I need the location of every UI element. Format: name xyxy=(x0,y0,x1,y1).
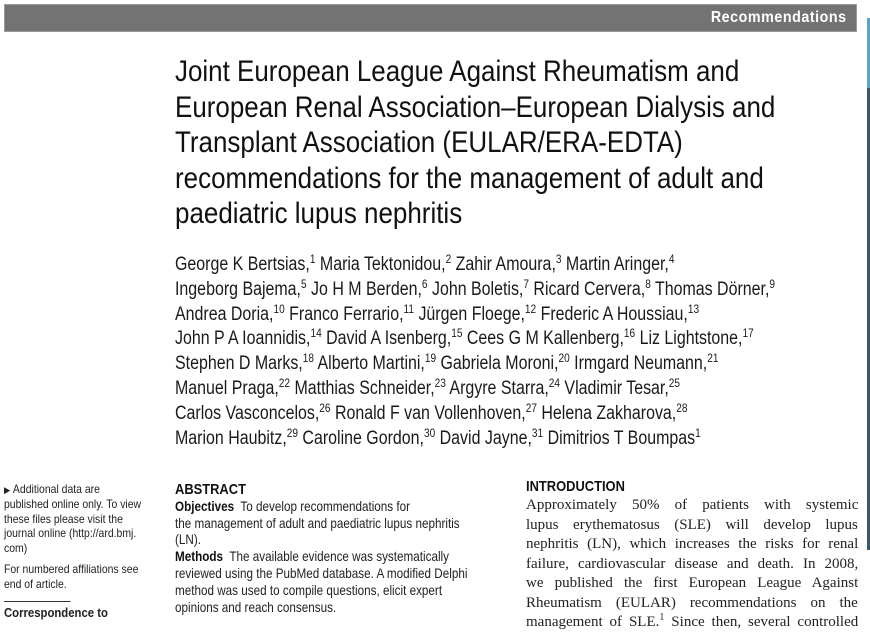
affiliation-number[interactable]: 23 xyxy=(434,375,446,390)
author-name: Zahir Amoura, xyxy=(455,254,556,275)
title-line: paediatric lupus nephritis xyxy=(175,197,463,231)
introduction-heading: INTRODUCTION xyxy=(526,478,625,495)
author-name: Maria Tektonidou, xyxy=(319,254,446,275)
section-header-bar xyxy=(4,4,857,32)
author-name: Vladimir Tesar, xyxy=(564,377,669,399)
author-name: David Jayne, xyxy=(439,427,532,449)
author-name: Ricard Cervera, xyxy=(533,278,646,300)
abstract: ABSTRACT Objectives To develop recommendations for the management of adult and paediatric lupus nephritis (LN). Methods The available evidence was systematically reviewed using the PubMed database. A modified Delphi method was used to compile questions, elicit expert opinions and reach consensus. xyxy=(175,482,485,616)
intro-line: lupus erythematosus (SLE) will develop lupus xyxy=(526,516,858,533)
affiliation-number[interactable]: 13 xyxy=(687,301,700,316)
affiliation-number[interactable]: 19 xyxy=(424,351,437,366)
affiliation-number[interactable]: 7 xyxy=(523,276,529,291)
affiliation-number[interactable]: 27 xyxy=(525,400,537,415)
author-list xyxy=(175,253,775,451)
affiliation-number[interactable]: 5 xyxy=(301,276,307,291)
intro-line: we published the first European League Against xyxy=(526,575,858,591)
affiliation-number[interactable]: 1 xyxy=(309,252,316,266)
author-name: Caroline Gordon, xyxy=(302,427,424,449)
methods-label: Methods xyxy=(175,549,224,565)
author-line xyxy=(175,427,775,452)
author-line xyxy=(175,377,775,402)
author-name: David A Isenberg, xyxy=(326,328,452,350)
affiliation-number[interactable]: 30 xyxy=(423,425,436,440)
author-name: Alberto Martini, xyxy=(317,353,425,375)
author-name: Carlos Vasconcelos, xyxy=(175,402,320,424)
sidenote xyxy=(4,483,159,620)
affiliation-number[interactable]: 8 xyxy=(645,276,651,291)
author-name: Martin Aringer, xyxy=(565,254,669,275)
affiliation-number[interactable]: 2 xyxy=(445,252,452,266)
author-name: Helena Zakharova, xyxy=(541,402,677,424)
affiliation-number[interactable]: 26 xyxy=(319,400,331,415)
triangle-right-icon: ▶ xyxy=(4,485,11,495)
introduction xyxy=(526,478,858,633)
affiliation-number[interactable]: 10 xyxy=(273,301,285,316)
affiliation-number[interactable]: 31 xyxy=(531,425,544,440)
intro-line: failure, cardiovascular disease and death. In 2008, xyxy=(526,555,858,572)
author-name: Marion Haubitz, xyxy=(175,427,287,449)
additional-data-note: ▶ Additional data are published online only. To view these files please visit the journal online (http://ard.bmj. com) xyxy=(4,483,142,556)
affiliation-number[interactable]: 22 xyxy=(278,375,291,390)
divider xyxy=(4,601,71,602)
affiliation-number[interactable]: 4 xyxy=(668,252,675,266)
author-name: Gabriela Moroni, xyxy=(440,353,559,375)
author-name: Irmgard Neumann, xyxy=(574,353,708,375)
objectives-label: Objectives xyxy=(175,498,235,514)
affiliation-number[interactable]: 15 xyxy=(451,326,463,341)
reference-1[interactable]: 1 xyxy=(659,613,665,623)
author-name: Ingeborg Bajema, xyxy=(175,278,301,300)
author-line xyxy=(175,303,775,328)
intro-line: Rheumatism (EULAR) recommendations on the xyxy=(526,594,858,611)
section-label: Recommendations xyxy=(711,9,847,26)
intro-line: nephritis (LN), which increases the risks for renal xyxy=(526,536,858,552)
author-name: Manuel Praga, xyxy=(175,377,279,399)
affiliation-number[interactable]: 1 xyxy=(695,425,701,440)
author-name: John Boletis, xyxy=(431,278,524,300)
author-name: Ronald F van Vollenhoven, xyxy=(334,402,526,424)
correspondence-heading: Correspondence to xyxy=(4,605,108,620)
author-name: Cees G M Kallenberg, xyxy=(466,328,624,350)
affiliation-number[interactable]: 24 xyxy=(548,375,560,390)
author-name: Jürgen Floege, xyxy=(418,303,525,325)
affiliation-number[interactable]: 21 xyxy=(707,351,719,366)
author-name: Jo H M Berden, xyxy=(311,278,422,300)
author-name: Andrea Doria, xyxy=(175,303,274,325)
affiliation-number[interactable]: 9 xyxy=(769,276,776,291)
affiliation-number[interactable]: 3 xyxy=(555,252,562,266)
title-line: European Renal Association–European Dialysis and xyxy=(175,90,776,124)
affiliation-number[interactable]: 6 xyxy=(421,276,428,291)
affiliations-note: For numbered affiliations see end of article. xyxy=(4,562,139,591)
affiliation-number[interactable]: 14 xyxy=(310,326,322,341)
affiliation-number[interactable]: 25 xyxy=(668,375,681,390)
author-name: Dimitrios T Boumpas xyxy=(547,427,696,449)
affiliation-number[interactable]: 11 xyxy=(403,301,415,316)
author-name: Argyre Starra, xyxy=(449,377,549,399)
intro-line: Approximately 50% of patients with systemic xyxy=(526,497,858,513)
affiliation-number[interactable]: 28 xyxy=(676,400,688,415)
author-name: Franco Ferrario, xyxy=(289,303,404,325)
title-line: Joint European League Against Rheumatism and xyxy=(175,55,740,88)
author-line xyxy=(175,278,775,303)
author-name: Thomas Dörner, xyxy=(654,278,770,300)
author-name: George K Bertsias, xyxy=(175,254,310,275)
affiliation-number[interactable]: 12 xyxy=(524,301,537,316)
author-line xyxy=(175,352,775,377)
affiliation-number[interactable]: 18 xyxy=(302,351,314,366)
abstract-heading: ABSTRACT xyxy=(175,481,246,498)
affiliation-number[interactable]: 20 xyxy=(558,351,570,366)
intro-line: management of SLE.$^1$ Since then, several controlled xyxy=(526,613,858,630)
author-line xyxy=(175,402,775,427)
affiliation-number[interactable]: 29 xyxy=(286,425,298,440)
author-name: John P A Ioannidis, xyxy=(175,328,311,350)
author-name: Liz Lightstone, xyxy=(639,328,743,350)
author-name: Stephen D Marks, xyxy=(175,353,303,375)
author-line xyxy=(175,327,775,352)
author-name: Matthias Schneider, xyxy=(294,377,435,399)
title-line: Transplant Association (EULAR/ERA-EDTA) xyxy=(175,126,683,160)
introduction-body xyxy=(526,496,858,633)
affiliation-number[interactable]: 16 xyxy=(623,326,636,341)
affiliation-number[interactable]: 17 xyxy=(742,326,754,341)
title-line: recommendations for the management of adult and xyxy=(175,161,764,195)
journal-link[interactable]: journal online (http://ard.bmj. xyxy=(4,527,137,541)
author-name: Frederic A Houssiau, xyxy=(540,303,688,325)
author-line xyxy=(175,253,775,278)
article-title xyxy=(175,54,853,232)
